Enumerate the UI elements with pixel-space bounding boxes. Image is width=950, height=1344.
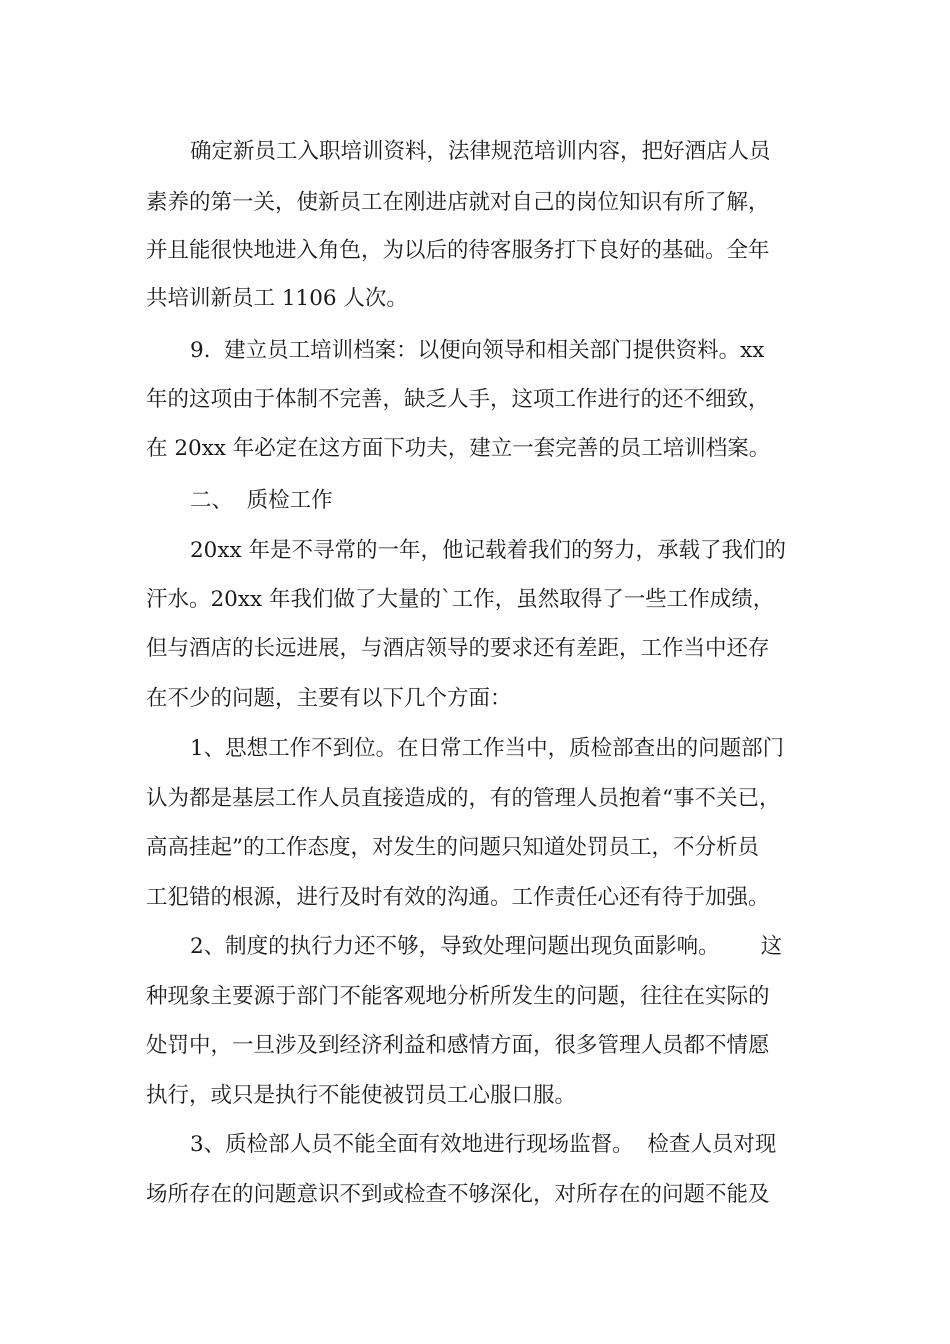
text-line: 工犯错的根源，进行及时有效的沟通。工作责任心还有待于加强。 [146, 885, 770, 910]
text-line: 汗水。20xx 年我们做了大量的`工作，虽然取得了一些工作成绩， [146, 587, 775, 612]
text-line: 20xx 年是不寻常的一年，他记载着我们的努力，承载了我们的 [190, 538, 786, 563]
text-line: 高高挂起”的工作态度，对发生的问题只知道处罚员工，不分析员 [146, 835, 759, 860]
text-line: 1、思想工作不到位。在日常工作当中，质检部查出的问题部门 [190, 736, 785, 761]
text-line: 共培训新员工 1106 人次。 [146, 286, 408, 311]
text-line: 3、质检部人员不能全面有效地进行现场监督。 检查人员对现 [190, 1132, 777, 1157]
text-line: 认为都是基层工作人员直接造成的，有的管理人员抱着“事不关已， [146, 786, 781, 811]
text-line: 执行，或只是执行不能使被罚员工心服口服。 [146, 1083, 577, 1108]
text-line: 9. 建立员工培训档案：以便向领导和相关部门提供资料。xx [190, 338, 765, 363]
text-line: 确定新员工入职培训资料，法律规范培训内容，把好酒店人员 [190, 139, 771, 164]
text-line: 但与酒店的长远进展，与酒店领导的要求还有差距，工作当中还存 [146, 636, 770, 661]
text-line: 种现象主要源于部门不能客观地分析所发生的问题，往往在实际的 [146, 984, 770, 1009]
text-line: 年的这项由于体制不完善，缺乏人手，这项工作进行的还不细致， [146, 387, 770, 412]
text-line: 在不少的问题，主要有以下几个方面： [146, 686, 512, 711]
text-line: 处罚中，一旦涉及到经济利益和感情方面，很多管理人员都不情愿 [146, 1033, 770, 1058]
text-line: 场所存在的问题意识不到或检查不够深化，对所存在的问题不能及 [146, 1182, 770, 1207]
text-line: 2、制度的执行力还不够，导致处理问题出现负面影响。 这 [190, 934, 783, 959]
text-line: 并且能很快地进入角色，为以后的待客服务打下良好的基础。全年 [146, 238, 770, 263]
text-line: 素养的第一关，使新员工在刚进店就对自己的岗位知识有所了解， [146, 190, 770, 215]
text-line: 在 20xx 年必定在这方面下功夫，建立一套完善的员工培训档案。 [146, 436, 771, 461]
section-heading: 二、 质检工作 [190, 488, 333, 513]
